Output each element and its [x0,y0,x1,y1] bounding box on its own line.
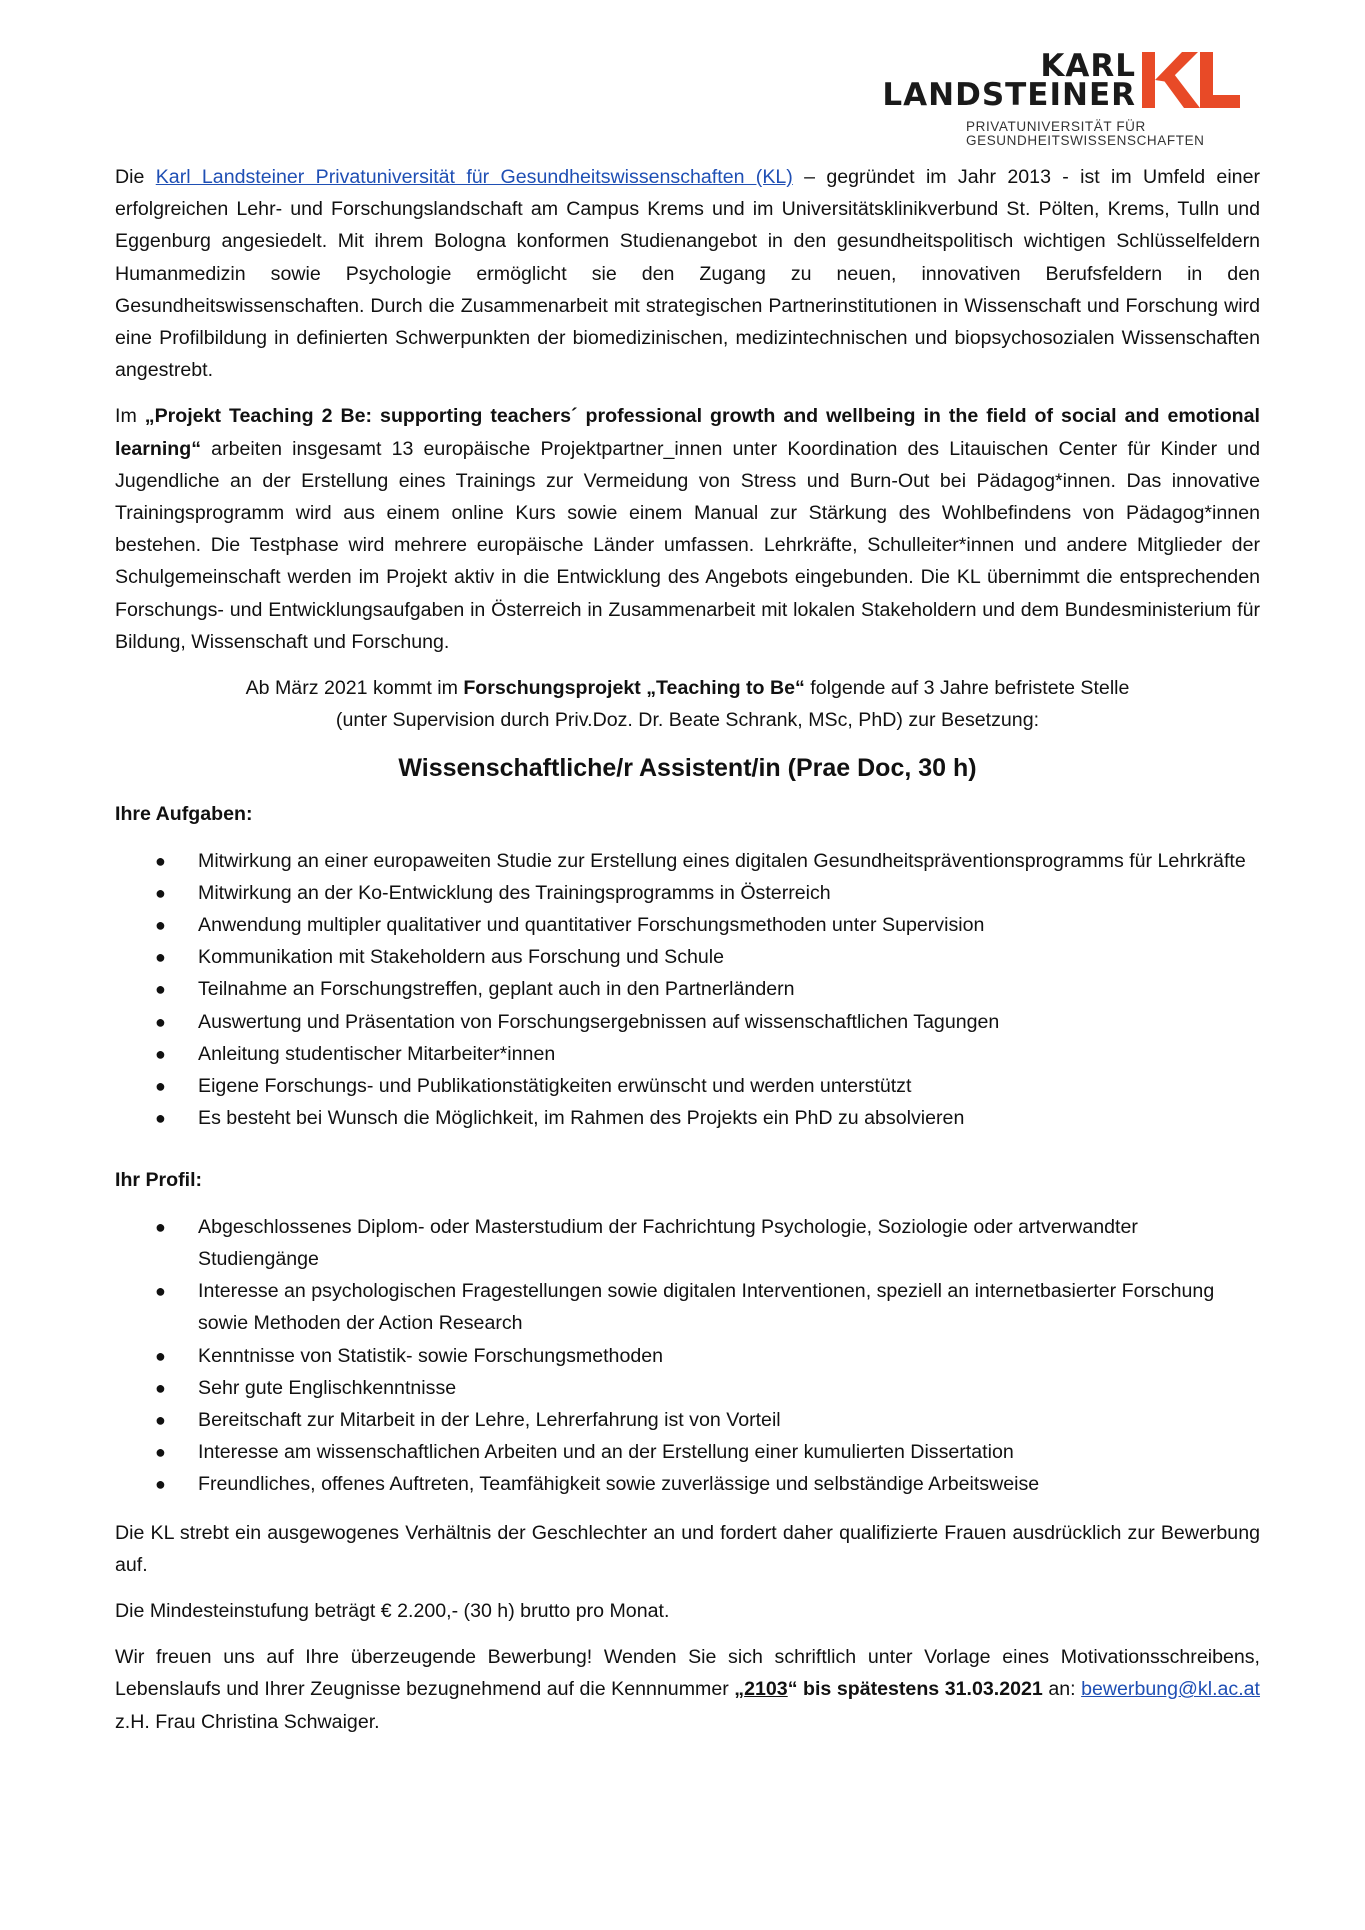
profile-item-text: Interesse an psychologischen Fragestellungen sowie digitalen Interventionen, speziell an internetbasierter Forschung sowie Methoden der Action Research [198,1280,1215,1335]
task-item-text: Teilnahme an Forschungstreffen, geplant auch in den Partnerländern [198,978,795,1001]
project-lead: Im [115,405,145,428]
task-item [115,1102,1260,1134]
task-item-text: Kommunikation mit Stakeholdern aus Forschung und Schule [198,946,725,969]
profile-item [115,1340,1260,1372]
bullet-icon: ● [155,947,166,968]
project-name: „Projekt Teaching 2 Be: supporting teachers´ professional growth and wellbeing in the field of social and emotional learning“ [115,405,1260,460]
profile-item-text: Abgeschlossenes Diplom- oder Masterstudium der Fachrichtung Psychologie, Soziologie oder artverwandter Studiengänge [198,1215,1138,1270]
position-project-name: Forschungsprojekt „Teaching to Be“ [463,677,805,700]
profile-item-text: Interesse am wissenschaftlichen Arbeiten und an der Erstellung einer kumulierten Dissertation [198,1441,1014,1464]
bullet-icon: ● [155,1043,166,1064]
logo-subtitle-line1: PRIVATUNIVERSITÄT FÜR [966,119,1146,134]
task-item [115,1070,1260,1102]
profile-item [115,1468,1260,1500]
intro-paragraph [115,161,1260,386]
position-line1-pre: Ab März 2021 kommt im [245,677,464,700]
tasks-heading: Ihre Aufgaben: [115,803,253,826]
logo-word-landsteiner: LANDSTEINER [882,77,1136,113]
kl-logo-mark [1142,52,1240,108]
project-rest: arbeiten insgesamt 13 europäische Projektpartner_innen unter Koordination des Litauischen Center für Kinder und Jugendliche an der Erstellung eines Trainings zur Vermeidung von Stress und Burn-Out bei Pädagog*innen. Das innovative Trainingsprogramm wird aus einem online Kurs sowie einem Manual zur Stärkung des Wohlbefindens von Pädagog*innen bestehen. Die Testphase wird mehrere europäische Länder umfassen. Lehrkräfte, Schulleiter*innen und andere Mitglieder der Schulgemeinschaft werden im Projekt aktiv in die Entwicklung des Angebots eingebunden. Die KL übernimmt die entsprechenden Forschungs- und Entwicklungsaufgaben in Österreich in Zusammenarbeit mit lokalen Stakeholdern und dem Bundesministerium für Bildung, Wissenschaft und Forschung. [115,437,1260,653]
bullet-icon: ● [155,850,166,871]
kl-logo [882,48,1240,153]
bullet-icon: ● [155,1076,166,1097]
profile-item [115,1404,1260,1436]
position-line2: (unter Supervision durch Priv.Doz. Dr. Beate Schrank, MSc, PhD) zur Besetzung: [335,709,1040,732]
bullet-icon: ● [155,979,166,1000]
bullet-icon: ● [155,1442,166,1463]
equality-statement: Die KL strebt ein ausgewogenes Verhältnis der Geschlechter an und fordert daher qualifizierte Frauen ausdrücklich zur Bewerbung auf. [115,1521,1260,1576]
application-email-link[interactable]: bewerbung@kl.ac.at [1081,1678,1260,1701]
profile-item [115,1436,1260,1468]
reference-code: 2103 [744,1678,788,1701]
task-item-text: Eigene Forschungs- und Publikationstätigkeiten erwünscht und werden unterstützt [198,1075,912,1098]
bullet-icon: ● [155,1474,166,1495]
task-item-text: Auswertung und Präsentation von Forschungsergebnissen auf wissenschaftlichen Tagungen [198,1010,1000,1033]
profile-item [115,1211,1260,1275]
profile-list [115,1211,1260,1501]
bullet-icon: ● [155,1281,166,1302]
task-item-text: Anwendung multipler qualitativer und quantitativer Forschungsmethoden unter Supervision [198,914,985,937]
job-title: Wissenschaftliche/r Assistent/in (Prae Doc, 30 h) [398,754,977,783]
profile-item-text: Freundliches, offenes Auftreten, Teamfähigkeit sowie zuverlässige und selbständige Arbeitsweise [198,1473,1040,1496]
task-item [115,909,1260,941]
task-item-text: Mitwirkung an der Ko-Entwicklung des Trainingsprogramms in Österreich [198,881,831,904]
bullet-icon: ● [155,1011,166,1032]
task-item-text: Es besteht bei Wunsch die Möglichkeit, im Rahmen des Projekts ein PhD zu absolvieren [198,1107,965,1130]
task-item [115,845,1260,877]
deadline: “ bis spätestens 31.03.2021 [787,1678,1043,1701]
reference-quote-open: „ [734,1678,745,1701]
task-item-text: Anleitung studentischer Mitarbeiter*innen [198,1042,556,1065]
reference-number [734,1678,1043,1700]
profile-item-text: Bereitschaft zur Mitarbeit in der Lehre, Lehrerfahrung ist von Vorteil [198,1408,781,1431]
bullet-icon: ● [155,915,166,936]
apply-mid: an: [1042,1678,1082,1701]
position-line1 [115,672,1260,704]
profile-item [115,1275,1260,1339]
task-item [115,973,1260,1005]
bullet-icon: ● [155,1108,166,1129]
profile-heading: Ihr Profil: [115,1169,203,1192]
university-link[interactable]: Karl Landsteiner Privatuniversität für Gesundheitswissenschaften (KL) [155,166,793,188]
position-line1-post: folgende auf 3 Jahre befristete Stelle [804,677,1130,700]
bullet-icon: ● [155,1216,166,1237]
task-item [115,877,1260,909]
salary-statement: Die Mindesteinstufung beträgt € 2.200,- (30 h) brutto pro Monat. [115,1599,670,1622]
tasks-list [115,845,1260,1135]
intro-lead: Die [115,166,156,188]
apply-pre: Wir freuen uns auf Ihre überzeugende Bewerbung! Wenden Sie sich schriftlich unter Vorlage eines Motivationsschreibens, Lebenslaufs und Ihrer Zeugnisse bezugnehmend auf die Kennnummer [115,1646,1260,1701]
application-paragraph [115,1641,1260,1738]
project-paragraph [115,400,1260,658]
profile-item-text: Kenntnisse von Statistik- sowie Forschungsmethoden [198,1344,664,1367]
logo-word-karl: KARL [1040,48,1136,84]
task-item [115,941,1260,973]
profile-item-text: Sehr gute Englischkenntnisse [198,1376,457,1399]
task-item-text: Mitwirkung an einer europaweiten Studie zur Erstellung eines digitalen Gesundheitspräventionsprogramms für Lehrkräfte [198,849,1246,872]
task-item [115,1038,1260,1070]
apply-post: z.H. Frau Christina Schwaiger. [115,1710,380,1733]
document-body [115,161,1260,1738]
profile-item [115,1372,1260,1404]
task-item [115,1006,1260,1038]
bullet-icon: ● [155,1409,166,1430]
bullet-icon: ● [155,1377,166,1398]
bullet-icon: ● [155,1345,166,1366]
logo-subtitle-line2: GESUNDHEITSWISSENSCHAFTEN [966,133,1205,148]
bullet-icon: ● [155,882,166,903]
intro-rest: – gegründet im Jahr 2013 - ist im Umfeld einer erfolgreichen Lehr- und Forschungslandschaft am Campus Krems und im Universitätsklinikverbund St. Pölten, Krems, Tulln und Eggenburg angesiedelt. Mit ihrem Bologna konformen Studienangebot in den gesundheitspolitisch wichtigen Schlüsselfeldern Humanmedizin sowie Psychologie ermöglicht sie den Zugang zu neuen, innovativen Berufsfeldern in den Gesundheitswissenschaften. Durch die Zusammenarbeit mit strategischen Partnerinstitutionen in Wissenschaft und Forschung wird eine Profilbildung in definierten Schwerpunkten der biomedizinischen, medizintechnischen und biopsychosozialen Wissenschaften angestrebt. [115,166,1260,382]
